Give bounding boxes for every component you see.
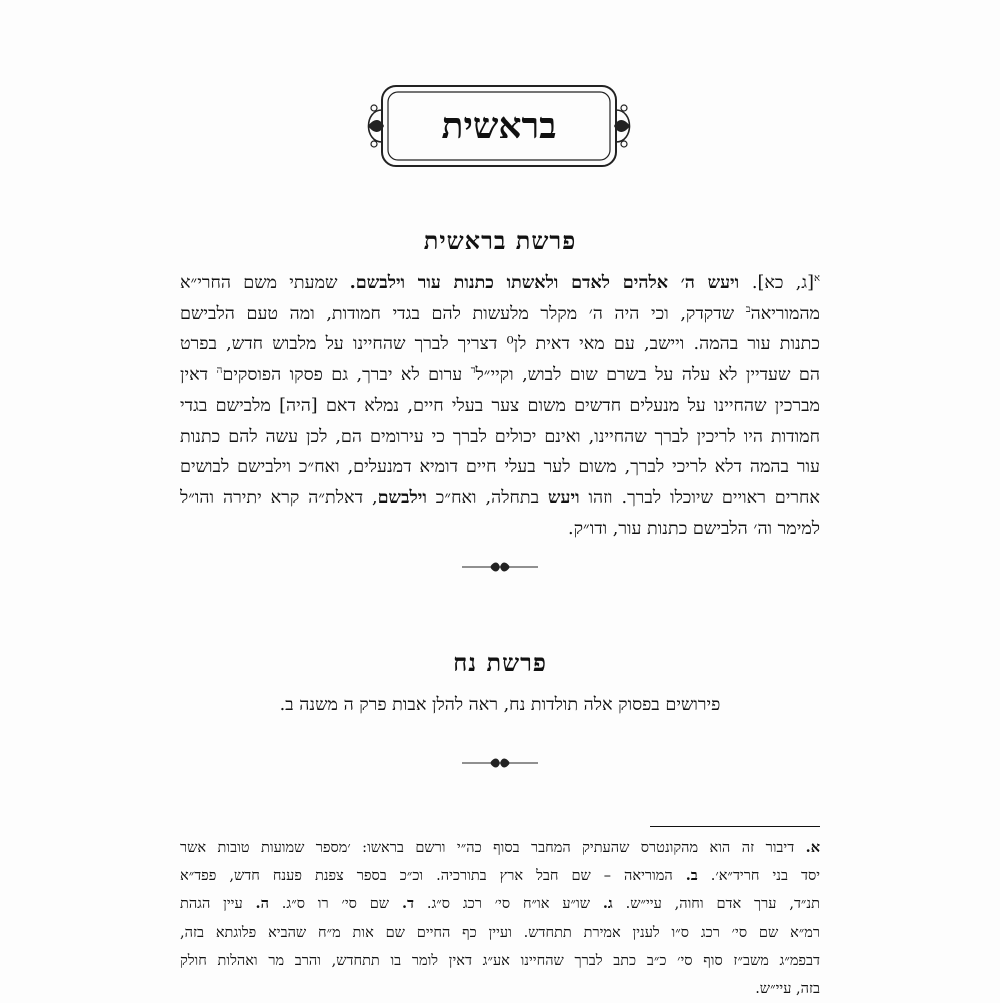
footnote-line: יסד בני חריד״א׳. ב. המוריאה – שם חבל ארץ בתורכיה. וכ״כ בספר צפנת פענח חדש, פפד״א <box>180 867 820 885</box>
footnote-line: תנ״ד, ערך אדם וחוה, עיי״ש. ג. שו״ע או״ח סי׳ רכג ס״ג. ד. שם סי׳ רו ס״ג. ה. עיין הגהת <box>180 895 820 913</box>
book-title: בראשית <box>441 105 557 147</box>
section-heading-noach: פרשת נח <box>453 648 547 677</box>
footnote-marker: ה <box>216 365 223 377</box>
paragraph-line: למימר וה׳ הלבישם כתנות עור, ודו״ק. <box>568 518 820 539</box>
paragraph-line: מהמוריאה$^ב$ שדקדק, וכי היה ה׳ מקלר מלעשות להם בגדי חמודות, ומה טעם הלבישם <box>180 303 820 324</box>
paragraph-line: מברכין שהחיינו על מנעלים חדשים משום צער בעלי חיים, נמלא דאם [היה] מלבישם בגדי <box>180 395 820 416</box>
commentary-paragraph <box>180 268 820 544</box>
footnote-separator <box>650 826 820 827</box>
ornament-divider-icon <box>460 754 540 772</box>
footnote-line: א. דיבור זה הוא מהקונטרס שהעתיק המחבר בסוף כה״י ורשם בראשו: ׳מספר שמועות טובות אשר <box>180 839 820 856</box>
footnote-line: רמ״א שם סי׳ רכג ס״ו לענין אמירת תתחדש. ועיין כף החיים שם אות מ״ח שהביא פלוגתא בזה, <box>180 924 820 941</box>
title-cartouche <box>360 82 638 170</box>
footnote-line: דבפמ״ג משב״ז סוף סי׳ כ״ב כתב לברך שהחיינו אע״ג דאין לומר בו תתחדש, והרב מר ואהלות חולק <box>180 952 820 969</box>
footnote-marker: ד <box>470 365 476 377</box>
footnote-marker: א <box>813 273 820 285</box>
paragraph-line: הם שעדיין לא עלה על בשרם שום לבוש, וקיי״ל$^ד$ ערום לא יברך, גם פסקו הפוסקים$^ה$ דאין <box>180 365 820 386</box>
paragraph-line: $^א$[ג, כא]. ויעש ה׳ אלהים לאדם ולאשתו כתנות עור וילבשם. שמעתי משם החרי״א <box>180 272 820 293</box>
section-heading-bereshit: פרשת בראשית <box>423 226 577 255</box>
ornament-divider-icon <box>460 558 540 576</box>
paragraph-line: חמודות היו לריכין לברך שהחיינו, ואינם יכולים לברך כי עירומים הם, לכן עשה להם כתנות <box>180 426 820 447</box>
paragraph-line: אחרים ראויים שיוכלו לברך. וזהו ויעש בתחלה, ואח״כ וילבשם, דאלת״ה קרא יתירה והו״ל <box>180 486 820 508</box>
paragraph-line: כתנות עור בהמה. ויישב, עם מאי דאית לן⁰ דצריך לברך שהחיינו על מלבוש חדש, בפרט <box>180 334 820 355</box>
cross-reference-note: פירושים בפסוק אלה תולדות נח, ראה להלן אבות פרק ה משנה ב. <box>279 695 721 715</box>
footnote-line: בזה, עיי״ש. <box>755 981 820 998</box>
footnote-marker: ב <box>745 303 751 315</box>
footnotes-block <box>180 834 820 1003</box>
paragraph-line: עור בהמה דלא לריכי לברך, משום לער בעלי חיים דומיא דמנעלים, ואח״כ וילבישם לבושים <box>180 457 820 478</box>
verse-quote: ויעש ה׳ אלהים לאדם ולאשתו כתנות עור וילבשם. <box>349 272 752 293</box>
